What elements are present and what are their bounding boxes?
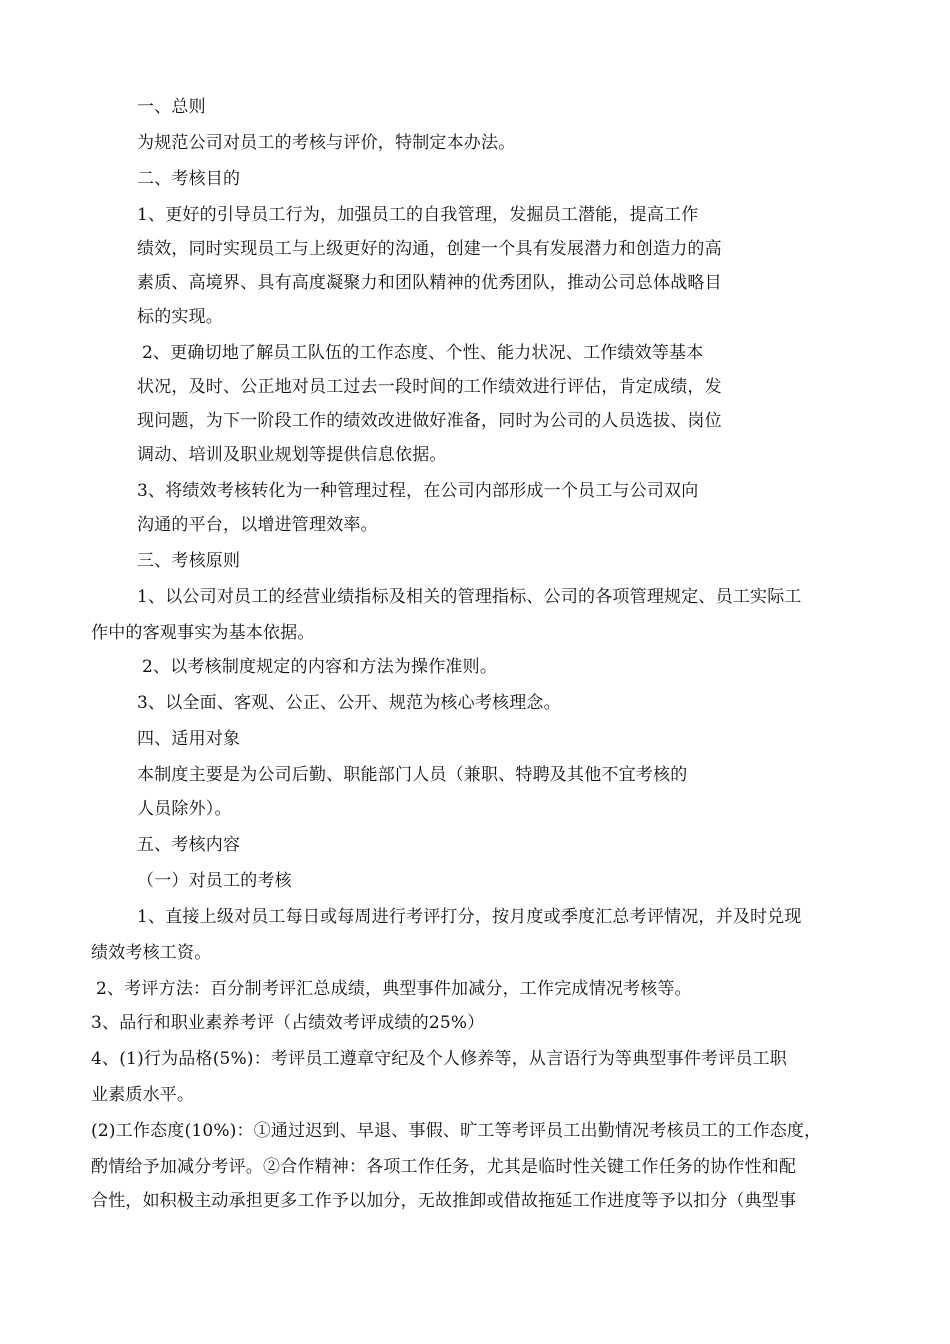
text-line: 状况，及时、公正地对员工过去一段时间的工作绩效进行评估，肯定成绩，发: [137, 377, 722, 397]
text-line: 4、(1)行为品格(5%)：考评员工遵章守纪及个人修养等，从言语行为等典型事件考评员工职: [91, 1049, 787, 1069]
text-line: 1、以公司对员工的经营业绩指标及相关的管理指标、公司的各项管理规定、员工实际工: [137, 587, 802, 607]
text-line: 3、将绩效考核转化为一种管理过程，在公司内部形成一个员工与公司双向: [137, 481, 699, 501]
text-line: 人员除外）。: [137, 799, 232, 819]
text-line: 3、品行和职业素养考评（占绩效考评成绩的25%）: [91, 1013, 485, 1033]
text-line: 合性，如积极主动承担更多工作予以加分，无故推卸或借故拖延工作进度等予以扣分（典型事: [91, 1191, 797, 1211]
subheading-employee-assessment: （一）对员工的考核: [137, 871, 292, 891]
text-line: 素质、高境界、具有高度凝聚力和团队精神的优秀团队，推动公司总体战略目: [137, 273, 722, 293]
text-line: 2、更确切地了解员工队伍的工作态度、个性、能力状况、工作绩效等基本: [142, 343, 704, 363]
text-line: 1、直接上级对员工每日或每周进行考评打分，按月度或季度汇总考评情况，并及时兑现: [137, 907, 802, 927]
text-line: 2、以考核制度规定的内容和方法为操作准则。: [142, 657, 498, 677]
heading-content: 五、考核内容: [137, 835, 241, 855]
heading-general: 一、总则: [137, 97, 206, 117]
text-line: 业素质水平。: [91, 1085, 195, 1105]
text-line: 3、以全面、客观、公正、公开、规范为核心考核理念。: [137, 693, 561, 713]
text-line: 本制度主要是为公司后勤、职能部门人员（兼职、特聘及其他不宜考核的: [137, 765, 688, 785]
text-line: 作中的客观事实为基本依据。: [91, 623, 315, 643]
text-line: 为规范公司对员工的考核与评价，特制定本办法。: [137, 133, 516, 153]
heading-scope: 四、适用对象: [137, 729, 241, 749]
text-line: 绩效考核工资。: [91, 943, 212, 963]
heading-purpose: 二、考核目的: [137, 169, 241, 189]
text-line: (2)工作态度(10%)：①通过迟到、早退、事假、旷工等考评员工出勤情况考核员工的工作态度，: [91, 1121, 822, 1141]
text-line: 沟通的平台，以增进管理效率。: [137, 515, 378, 535]
text-line: 1、更好的引导员工行为，加强员工的自我管理，发掘员工潜能，提高工作: [137, 205, 699, 225]
text-line: 标的实现。: [137, 307, 223, 327]
heading-principles: 三、考核原则: [137, 551, 241, 571]
text-line: 调动、培训及职业规划等提供信息依据。: [137, 445, 447, 465]
text-line: 酌情给予加减分考评。②合作精神：各项工作任务，尤其是临时性关键工作任务的协作性和配: [91, 1157, 797, 1177]
text-line: 现问题，为下一阶段工作的绩效改进做好准备，同时为公司的人员选拔、岗位: [137, 411, 722, 431]
text-line: 绩效，同时实现员工与上级更好的沟通，创建一个具有发展潜力和创造力的高: [137, 239, 722, 259]
text-line: 2、考评方法：百分制考评汇总成绩，典型事件加减分，工作完成情况考核等。: [96, 979, 692, 999]
